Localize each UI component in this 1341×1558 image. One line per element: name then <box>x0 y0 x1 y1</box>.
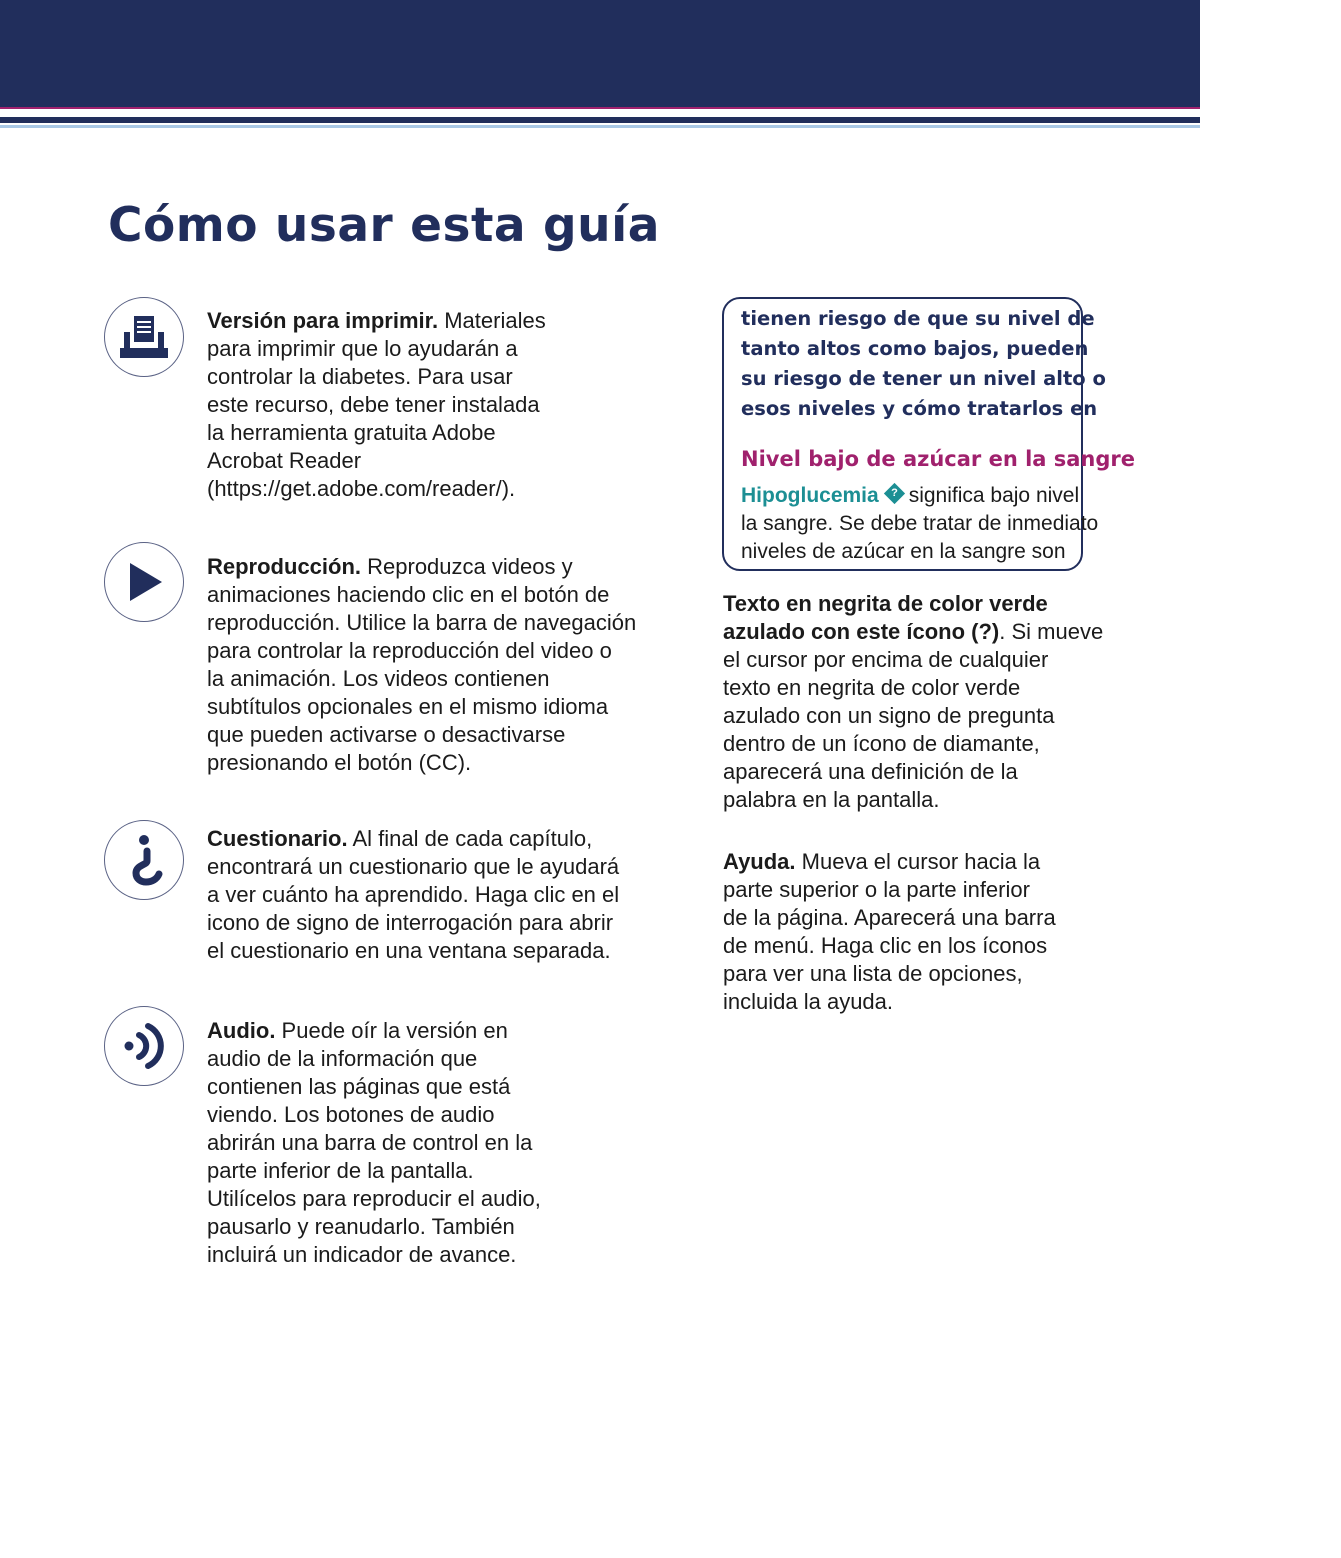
audio-button[interactable] <box>104 1006 184 1086</box>
audio-description: Audio. Puede oír la versión en audio de la información que contienen las páginas que está viendo. Los botones de audio abrirán una barra de control en la parte inferior de la pantalla. Utilícelos para reproducir el audio, pausarlo y reanudarlo. También incluirá un indicador de avance. <box>207 1018 541 1267</box>
print-label: Versión para imprimir. <box>207 308 439 333</box>
audio-icon <box>119 1021 169 1071</box>
question-mark-icon <box>124 833 164 887</box>
quiz-label: Cuestionario. <box>207 826 348 851</box>
sample-heading: Nivel bajo de azúcar en la sangre <box>741 447 1136 471</box>
glossary-label: Texto en negrita de color verde azulado con este ícono (?) <box>723 591 1048 644</box>
page-title: Cómo usar esta guía <box>108 198 660 253</box>
play-description: Reproducción. Reproduzca videos y animaciones haciendo clic en el botón de reproducción. Utilice la barra de navegación para controlar la reproducción del video o la animación. Los videos contienen subtítulos opcionales en el mismo idioma que pueden activarse o desactivarse presionando el botón (CC). <box>207 554 637 775</box>
sample-paragraph: tienen riesgo de que su nivel de tanto altos como bajos, pueden su riesgo de tener un nivel alto o esos niveles y cómo tratarlos en <box>741 307 1106 420</box>
sample-definition: Hipoglucemia ? significa bajo nivel la sangre. Se debe tratar de inmediato niveles de azúcar en la sangre son <box>741 484 1099 563</box>
header-stripe-gap <box>0 109 1200 117</box>
glossary-term[interactable]: Hipoglucemia <box>741 484 879 507</box>
diamond-question-icon[interactable]: ? <box>884 483 905 504</box>
print-button[interactable] <box>104 297 184 377</box>
printer-icon <box>118 314 170 360</box>
play-icon <box>122 560 166 604</box>
quiz-description: Cuestionario. Al final de cada capítulo, encontrará un cuestionario que le ayudará a ver cuánto ha aprendido. Haga clic en el icono de signo de interrogación para abrir el cuestionario en una ventana separada. <box>207 826 620 963</box>
print-description: Versión para imprimir. Materiales para imprimir que lo ayudarán a controlar la diabetes. Para usar este recurso, debe tener instalada la herramienta gratuita Adobe Acrobat Reader (https://get.adobe.com/reader/). <box>207 308 546 501</box>
help-label: Ayuda. <box>723 849 796 874</box>
sample-excerpt <box>722 297 1136 571</box>
header-banner <box>0 0 1200 107</box>
audio-label: Audio. <box>207 1018 276 1043</box>
quiz-button[interactable] <box>104 820 184 900</box>
play-label: Reproducción. <box>207 554 362 579</box>
header-stripe-light-blue <box>0 125 1200 128</box>
play-button[interactable] <box>104 542 184 622</box>
glossary-description: Texto en negrita de color verde azulado con este ícono (?). Si mueve el cursor por encima de cualquier texto en negrita de color verde azulado con un signo de pregunta dentro de un ícono de diamante, aparecerá una definición de la palabra en la pantalla. <box>723 591 1104 812</box>
help-description: Ayuda. Mueva el cursor hacia la parte superior o la parte inferior de la página. Aparecerá una barra de menú. Haga clic en los íconos para ver una lista de opciones, incluida la ayuda. <box>723 849 1056 1014</box>
